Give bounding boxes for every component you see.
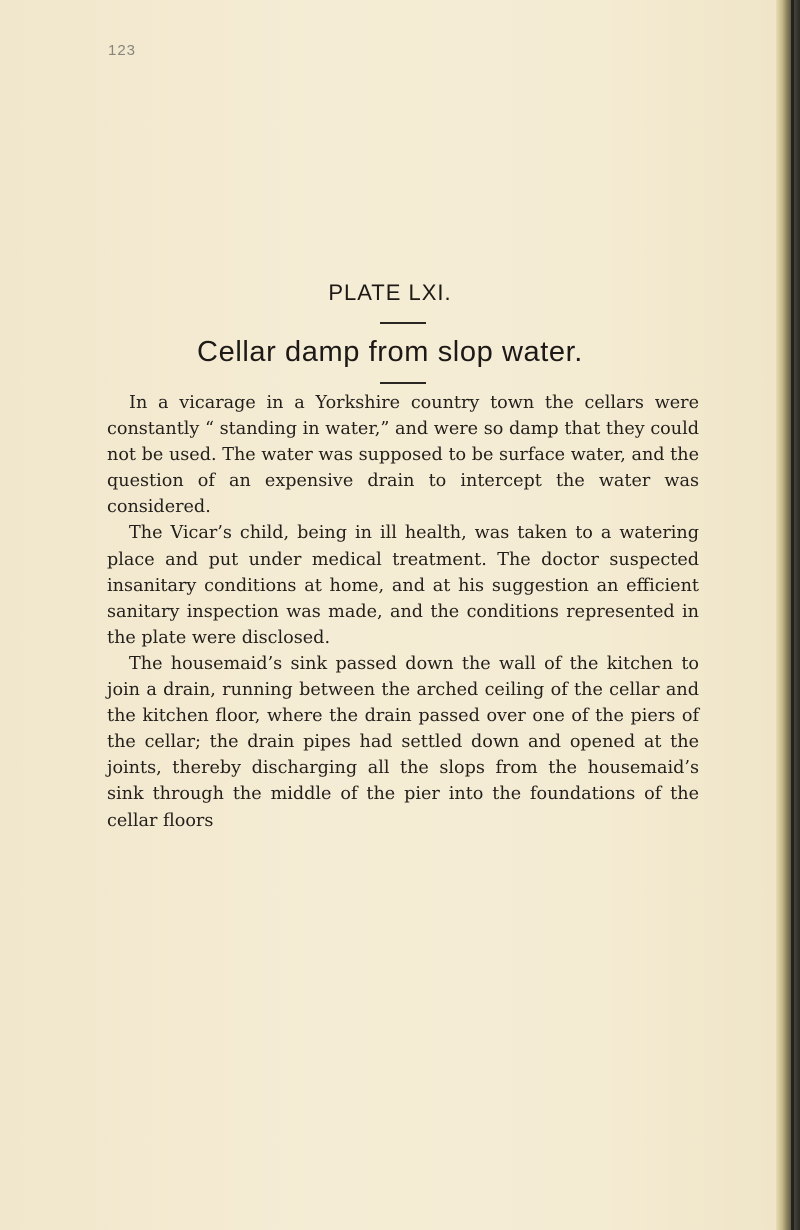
- title-divider-bottom: [380, 382, 426, 384]
- body-text: [107, 390, 699, 834]
- paragraph-3: The housemaid’s sink passed down the wall of the kitchen to join a drain, running between the arched ceiling of the cellar and the kitchen floor, where the drain passed over one of the piers of the cellar; the drain pipes had settled down and opened at the joints, thereby discharging all the slops from the housemaid’s sink through the middle of the pier into the foundations of the cellar floors: [107, 653, 699, 831]
- title-divider-top: [380, 322, 426, 324]
- book-edge-line: [791, 0, 794, 1230]
- book-spine-edge: [776, 0, 800, 1230]
- paragraph-2: The Vicar’s child, being in ill health, was taken to a watering place and put under medical treatment. The doctor suspected insanitary conditions at home, and at his suggestion an efficient sanitary inspection was made, and the conditions represented in the plate were disclosed.: [107, 523, 699, 648]
- plate-subtitle: Cellar damp from slop water.: [197, 336, 583, 368]
- paragraph-1: In a vicarage in a Yorkshire country town the cellars were constantly “ standing in water,” and were so damp that they could not be used. The water was supposed to be surface water, and the question of an expensive drain to intercept the water was considered.: [107, 393, 699, 518]
- page-number: 123: [108, 42, 137, 59]
- plate-title: PLATE LXI.: [328, 280, 452, 305]
